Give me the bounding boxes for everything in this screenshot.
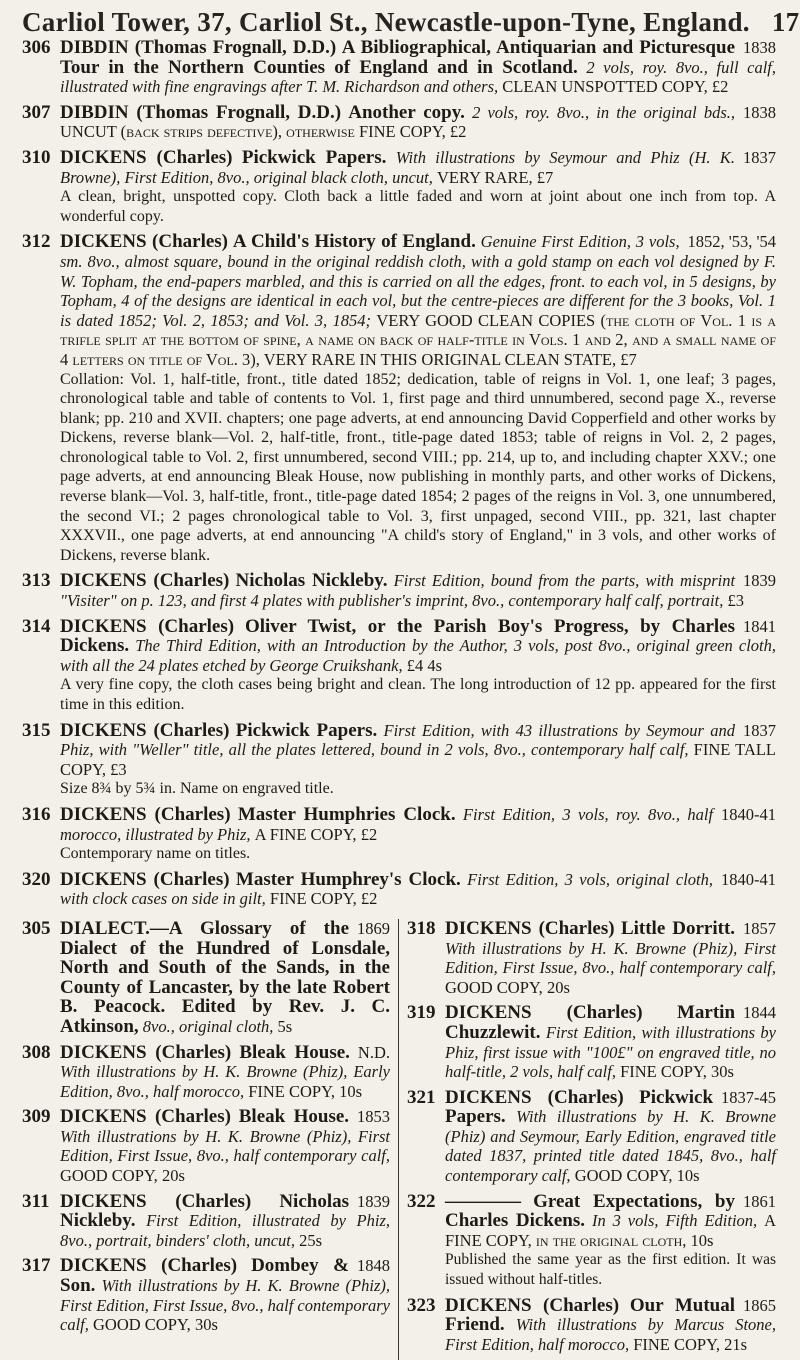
entry-note: Size 8¾ by 5¾ in. Name on engraved title. <box>60 780 334 798</box>
entry-price: £7 <box>620 349 637 369</box>
entry-description: With illustrations by H. K. Browne (Phiz), First Edition, First Issue, 8vo., half contemporary calf, <box>60 1126 390 1166</box>
lot-number: 322 <box>407 1190 436 1212</box>
lot-number: 319 <box>407 1002 436 1024</box>
lot-number: 308 <box>22 1041 51 1063</box>
entry-price: £2 <box>711 77 729 97</box>
entry-date: 1852, '53, '54 <box>687 232 776 252</box>
entry-title: Bleak House. <box>238 1106 350 1128</box>
entry-description: First Edition, bound from the parts, with misprint "Visiter" on p. 123, and first 4 plates with publisher's imprint, 8vo., contemporary half calf, portrait, <box>60 571 736 611</box>
entry-title: Pickwick Papers. <box>241 146 387 168</box>
catalogue-entry <box>22 1043 390 1102</box>
entry-author: DICKENS (Charles) <box>445 917 615 939</box>
catalogue-entry <box>407 919 776 997</box>
entry-author: DICKENS (Charles) <box>60 1041 232 1063</box>
entry-price: £2 <box>360 889 378 909</box>
entry-condition: GOOD COPY, <box>93 1315 191 1335</box>
entry-author: DICKENS (Charles) <box>445 1294 620 1316</box>
entry-price: £7 <box>536 167 554 187</box>
entry-author: DICKENS (Charles) <box>60 1255 238 1277</box>
entry-author: DICKENS (Charles) <box>60 803 231 825</box>
entry-description: First Edition, with illustrations by Phiz, first issue with "100£" on engraved title, no half-title, 2 vols, half calf, <box>445 1022 777 1082</box>
entry-title: Master Humphrey's Clock. <box>235 868 461 890</box>
catalogue-entry <box>22 805 776 844</box>
lot-number: 307 <box>22 101 51 123</box>
entry-date: 1869 <box>357 918 390 938</box>
full-width-entries <box>22 38 776 915</box>
entry-price: 20s <box>161 1166 185 1186</box>
lot-number: 316 <box>22 803 51 825</box>
catalogue-entry <box>22 148 776 187</box>
entry-description: With illustrations by Marcus Stone, First Edition, half morocco, <box>445 1315 777 1354</box>
entry-title: A Child's History of England. <box>232 231 476 253</box>
entry-date: 1838 <box>743 102 776 122</box>
entry-author: DICKENS (Charles) <box>60 719 230 741</box>
catalogue-entry <box>22 571 776 610</box>
entry-author: DICKENS (Charles) <box>445 1086 624 1108</box>
entry-title: Oliver Twist, or the Parish Boy's Progress, by Charles Dickens. <box>60 615 735 657</box>
catalogue-entry <box>22 103 776 142</box>
entry-price: £3 <box>110 759 127 779</box>
catalogue-entry <box>407 1003 776 1081</box>
catalogue-entry <box>22 1256 390 1334</box>
entry-title: Little Dorritt. <box>620 917 736 939</box>
lot-number: 310 <box>22 146 51 168</box>
two-column-section <box>22 919 776 1360</box>
lot-number: 309 <box>22 1106 51 1128</box>
entry-description: With illustrations by H. K. Browne (Phiz), Early Edition, 8vo., half morocco, <box>60 1062 390 1101</box>
entry-price: £2 <box>449 122 467 142</box>
catalogue-entry <box>22 617 776 676</box>
entry-title: Great Expectations, by Charles Dickens. <box>445 1190 736 1232</box>
entry-description: In 3 vols, Fifth Edition, <box>591 1211 758 1231</box>
entry-condition: UNCUT (back strips defective), otherwise FINE COPY, <box>60 122 446 142</box>
entry-description: With illustrations by H. K. Browne (Phiz), First Edition, First Issue, 8vo., half contemporary calf, <box>445 938 776 978</box>
entry-condition: VERY RARE, <box>437 167 533 187</box>
catalogue-entry <box>22 1192 390 1251</box>
catalogue-entry <box>22 38 776 97</box>
entry-price: 10s <box>676 1166 700 1186</box>
lot-number: 321 <box>407 1086 436 1108</box>
entry-condition: GOOD COPY, <box>60 1166 158 1186</box>
entry-date: 1844 <box>743 1003 776 1023</box>
entry-title: Our Mutual Friend. <box>445 1294 735 1336</box>
entry-price: £2 <box>360 824 378 844</box>
lot-number: 317 <box>22 1255 51 1277</box>
entry-note: A very fine copy, the cloth cases being bright and clean. The long introduction of 12 pp. appeared for the first time in this edition. <box>60 676 776 713</box>
entry-author: DICKENS (Charles) <box>60 146 233 168</box>
lot-number: 311 <box>22 1190 50 1212</box>
catalogue-entry <box>22 721 776 780</box>
entry-condition: VERY GOOD CLEAN COPIES (the cloth of Vol. 1 is a trifle split at the bottom of spine, a name on back of half-title in Vols. 1 and 2, and a small name of 4 letters on title of Vol. 3), VERY RARE IN THIS ORIGINAL CLEAN STATE, <box>60 310 776 369</box>
entry-author: DIBDIN (Thomas Frognall, D.D.) <box>60 101 342 123</box>
entry-author: DICKENS (Charles) <box>60 1190 252 1212</box>
lot-number: 315 <box>22 719 51 741</box>
entry-note: Published the same year as the first edition. It was issued without half-titles. <box>445 1251 776 1289</box>
entry-author: DICKENS (Charles) <box>60 570 230 592</box>
entry-title: Nicholas Nickleby. <box>235 570 388 592</box>
entry-date: 1841 <box>743 616 776 636</box>
entry-description: 2 vols, roy. 8vo., full calf, illustrated with fine engravings after T. M. Richardson and others, <box>60 57 777 97</box>
entry-date: 1848 <box>357 1256 390 1276</box>
catalogue-entry <box>22 232 776 369</box>
right-column <box>399 919 776 1360</box>
entry-condition: FINE COPY, <box>620 1062 707 1082</box>
catalogue-entry <box>407 1296 776 1355</box>
page-number: 17 <box>771 7 800 37</box>
entry-description: With illustrations by H. K. Browne (Phiz), First Edition, First Issue, 8vo., half contemporary calf, <box>60 1276 391 1335</box>
catalogue-entry <box>22 1107 390 1185</box>
entry-condition: FINE COPY, <box>248 1081 336 1101</box>
lot-number: 306 <box>22 37 51 58</box>
entry-price: 20s <box>546 977 570 997</box>
entry-author: DICKENS (Charles) <box>60 868 230 890</box>
entry-condition: GOOD COPY, <box>445 977 543 997</box>
entry-author: DIBDIN (Thomas Frognall, D.D.) <box>60 37 337 58</box>
entry-condition: A FINE COPY, <box>254 824 357 844</box>
lot-number: 323 <box>407 1294 436 1316</box>
catalogue-entry <box>407 1088 776 1186</box>
entry-condition: CLEAN UNSPOTTED COPY, <box>502 77 708 97</box>
entry-title: Bleak House. <box>239 1041 350 1063</box>
catalogue-entry <box>22 919 390 1037</box>
catalogue-entry <box>407 1192 776 1251</box>
entry-price: 30s <box>711 1062 734 1082</box>
lot-number: 312 <box>22 231 51 253</box>
entry-description: 8vo., original cloth, <box>142 1016 274 1036</box>
entry-date: 1857 <box>743 918 776 938</box>
entry-price: 10s <box>690 1230 714 1250</box>
entry-description: First Edition, 3 vols, original cloth, with clock cases on side in gilt, <box>60 869 714 909</box>
entry-date: N.D. <box>357 1042 390 1062</box>
entry-price: £3 <box>727 591 744 611</box>
entry-author: DICKENS (Charles) <box>60 1106 231 1128</box>
entry-description: 2 vols, roy. 8vo., in the original bds., <box>472 102 736 122</box>
entry-author: DIALECT.—A <box>60 917 183 939</box>
entry-date: 1839 <box>357 1191 390 1211</box>
entry-date: 1840-41 <box>721 804 776 824</box>
entry-author: DICKENS (Charles) <box>60 231 229 253</box>
entry-condition: FINE TALL COPY, <box>60 740 777 779</box>
entry-note: Contemporary name on titles. <box>60 845 251 863</box>
entry-condition: GOOD COPY, <box>574 1166 673 1186</box>
entry-author: ———— <box>445 1190 521 1212</box>
entry-title: Pickwick Papers. <box>445 1086 714 1128</box>
entry-description: Genuine First Edition, 3 vols, sm. 8vo., almost square, bound in the original reddish cloth, with a gold stamp on each vol designed by F. W. Topham, the end-papers marbled, and this is carried on all the edges, front. to each vol, in 5 designs, by Topham, 4 of the designs are identical in each vol, but the centre-pieces are different for the 3 books, Vol. 1 is dated 1852; Vol. 2, 1853; and Vol. 3, 1854; <box>60 232 776 330</box>
entry-price: 21s <box>724 1334 748 1354</box>
entry-date: 1853 <box>357 1107 390 1127</box>
entry-condition: A FINE COPY, in the original cloth, <box>445 1211 777 1250</box>
entry-title: Pickwick Papers. <box>235 719 378 741</box>
entry-date: 1838 <box>743 38 776 57</box>
entry-condition: FINE COPY, <box>633 1334 721 1354</box>
catalogue-entry <box>22 870 776 909</box>
entry-price: 25s <box>299 1230 323 1250</box>
entry-date: 1837 <box>743 147 776 167</box>
entry-description: The Third Edition, with an Introduction by the Author, 3 vols, post 8vo., original green cloth, with all the 24 plates etched by George Cruikshank, <box>60 636 776 675</box>
entry-price: 10s <box>339 1081 363 1101</box>
lot-number: 314 <box>22 615 51 637</box>
entry-note: Collation: Vol. 1, half-title, front., title dated 1852; dedication, table of reigns in Vol. 1, one leaf; 3 pages, chronological table and table of contents to Vol. 1, first page and third unnumbered, second page X., reverse blank; pp. 210 and XVII. chapters; one page adverts, at end announcing David Copperfield and other works by Dickens, reverse blank—Vol. 2, half-title, front., title-page dated 1853; table of reigns in Vol. 2, 2 pages, chronological table to Vol. 2, first unnumbered, second VIII.; pp. 214, up to, and including chapter XXV.; one page adverts, at end announcing Bleak House, now publishing in monthly parts, and other works of Dickens, reverse blank—Vol. 3, half-title, front., title-page dated 1854; 2 pages of the reigns in Vol. 3, one unnumbered, the second VI.; 2 pages chronological table to Vol. 3, first unpaged, second VIII., pp. 321, last chapter XXXVII., one page adverts, at end announcing "A child's story of England," in 3 vols, and other works of Dickens, reverse blank. <box>60 370 776 564</box>
lot-number: 313 <box>22 570 51 592</box>
lot-number: 305 <box>22 917 51 939</box>
entry-date: 1861 <box>743 1191 776 1211</box>
entry-date: 1865 <box>743 1295 776 1315</box>
entry-description: With illustrations by H. K. Browne (Phiz) and Seymour, Early Edition, engraved title dated 1837, printed title dated 1845, 8vo., half contemporary calf, <box>445 1107 777 1186</box>
lot-number: 320 <box>22 868 51 890</box>
left-column <box>22 919 399 1360</box>
entry-title: Master Humphries Clock. <box>237 803 456 825</box>
entry-author: DICKENS (Charles) <box>60 615 235 637</box>
entry-date: 1837 <box>743 720 776 740</box>
entry-note: A clean, bright, unspotted copy. Cloth back a little faded and worn at joint about one inch from top. A wonderful copy. <box>60 188 776 225</box>
entry-description: First Edition, with 43 illustrations by Seymour and Phiz, with "Weller" title, all the plates lettered, bound in 2 vols, 8vo., contemporary half calf, <box>60 720 736 760</box>
entry-price: 5s <box>277 1016 293 1036</box>
entry-date: 1840-41 <box>721 869 776 889</box>
entry-price: 30s <box>194 1315 218 1335</box>
entry-title: A Bibliographical, Antiquarian and Picturesque Tour in the Northern Counties of England and in Scotland. <box>60 37 735 78</box>
entry-title: Glossary of the Dialect of the Hundred of Lonsdale, North and South of the Sands, in the County of Lancaster, by the late Robert B. Peacock. Edited by Rev. J. C. Atkinson, <box>60 917 390 1037</box>
entry-description: With illustrations by Seymour and Phiz (H. K. Browne), First Edition, 8vo., original black cloth, uncut, <box>60 147 736 187</box>
entry-price: £4 4s <box>406 655 443 675</box>
entry-description: First Edition, illustrated by Phiz, 8vo., portrait, binders' cloth, uncut, <box>60 1211 391 1250</box>
entry-title: Another copy. <box>348 101 465 123</box>
entry-title: Nicholas Nickleby. <box>60 1190 349 1232</box>
entry-description: First Edition, 3 vols, roy. 8vo., half morocco, illustrated by Phiz, <box>60 804 714 844</box>
entry-date: 1839 <box>743 571 776 591</box>
entry-title: Dombey & Son. <box>60 1255 349 1297</box>
entry-author: DICKENS (Charles) <box>445 1002 643 1024</box>
entry-date: 1837-45 <box>721 1087 776 1107</box>
lot-number: 318 <box>407 917 436 939</box>
entry-condition: FINE COPY, <box>269 889 357 909</box>
page-header <box>22 6 800 38</box>
entry-title: Martin Chuzzlewit. <box>445 1002 736 1043</box>
dealer-address: Carliol Tower, 37, Carliol St., Newcastle-upon-Tyne, England. <box>22 7 750 37</box>
